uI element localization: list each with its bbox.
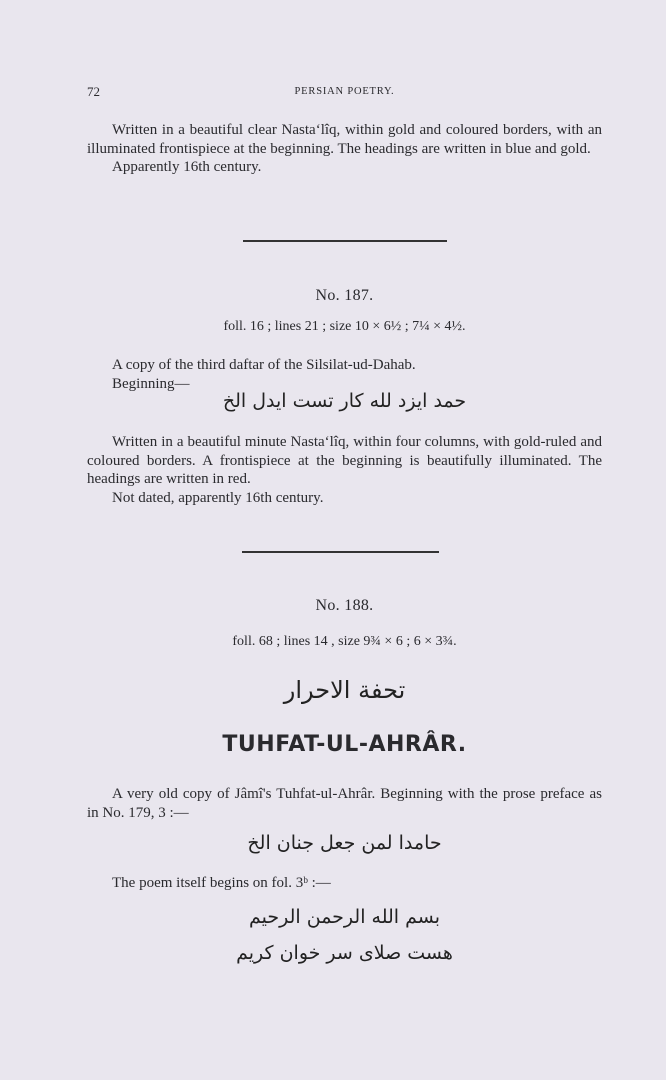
entry-188-arabic-line-2: هست صلای سر خوان کریم — [236, 942, 453, 964]
entry-187-meta: foll. 16 ; lines 21 ; size 10 × 6½ ; 7¼ × 4½. — [223, 319, 466, 334]
entry-187-intro — [87, 356, 602, 393]
entry-188-title: TUHFAT-UL-AHRÂR. — [222, 732, 467, 757]
entry-187-description: A copy of the third daftar of the Silsilat-ud-Dahab. — [112, 357, 416, 373]
page-number: 72 — [87, 84, 100, 99]
top-date-line: Apparently 16th century. — [112, 159, 262, 175]
entry-188-body — [87, 785, 602, 822]
entry-188-arabic-title: تحفة الاحرار — [283, 676, 406, 704]
section-divider — [243, 240, 447, 242]
entry-187-paragraph: Written in a beautiful minute Nasta‘lîq, within four columns, with gold-ruled and coloured borders. A frontispiece at the beginning is beautifully illuminated. The headings are written in red. — [87, 434, 602, 487]
running-title: PERSIAN POETRY. — [294, 86, 395, 97]
section-divider — [242, 551, 439, 553]
top-paragraph: Written in a beautiful clear Nasta‘lîq, within gold and coloured borders, with an illuminated frontispiece at the beginning. The headings are written in blue and gold. — [87, 122, 602, 157]
entry-188-number: No. 188. — [315, 597, 374, 614]
entry-187-number: No. 187. — [315, 287, 374, 304]
entry-187-date-line: Not dated, apparently 16th century. — [112, 489, 324, 506]
entry-187-beginning-label: Beginning— — [112, 375, 190, 392]
entry-188-arabic-line-1: بسم الله الرحمن الرحیم — [249, 906, 440, 928]
entry-187-body — [87, 433, 602, 507]
entry-188-paragraph: A very old copy of Jâmî's Tuhfat-ul-Ahrâr. Beginning with the prose preface as in No. 179, 3 :— — [87, 786, 602, 821]
top-block — [87, 121, 602, 177]
entry-188-meta: foll. 68 ; lines 14 , size 9¾ × 6 ; 6 × 3¾. — [232, 634, 457, 649]
entry-188-poem-note — [87, 874, 602, 893]
entry-188-arabic-preface: حامدا لمن جعل جنان الخ — [247, 832, 442, 854]
entry-187-arabic-incipit: حمد ایزد لله کار تست ایدل الخ — [222, 390, 467, 412]
entry-188-poem-begins: The poem itself begins on fol. 3ᵇ :— — [112, 875, 331, 891]
